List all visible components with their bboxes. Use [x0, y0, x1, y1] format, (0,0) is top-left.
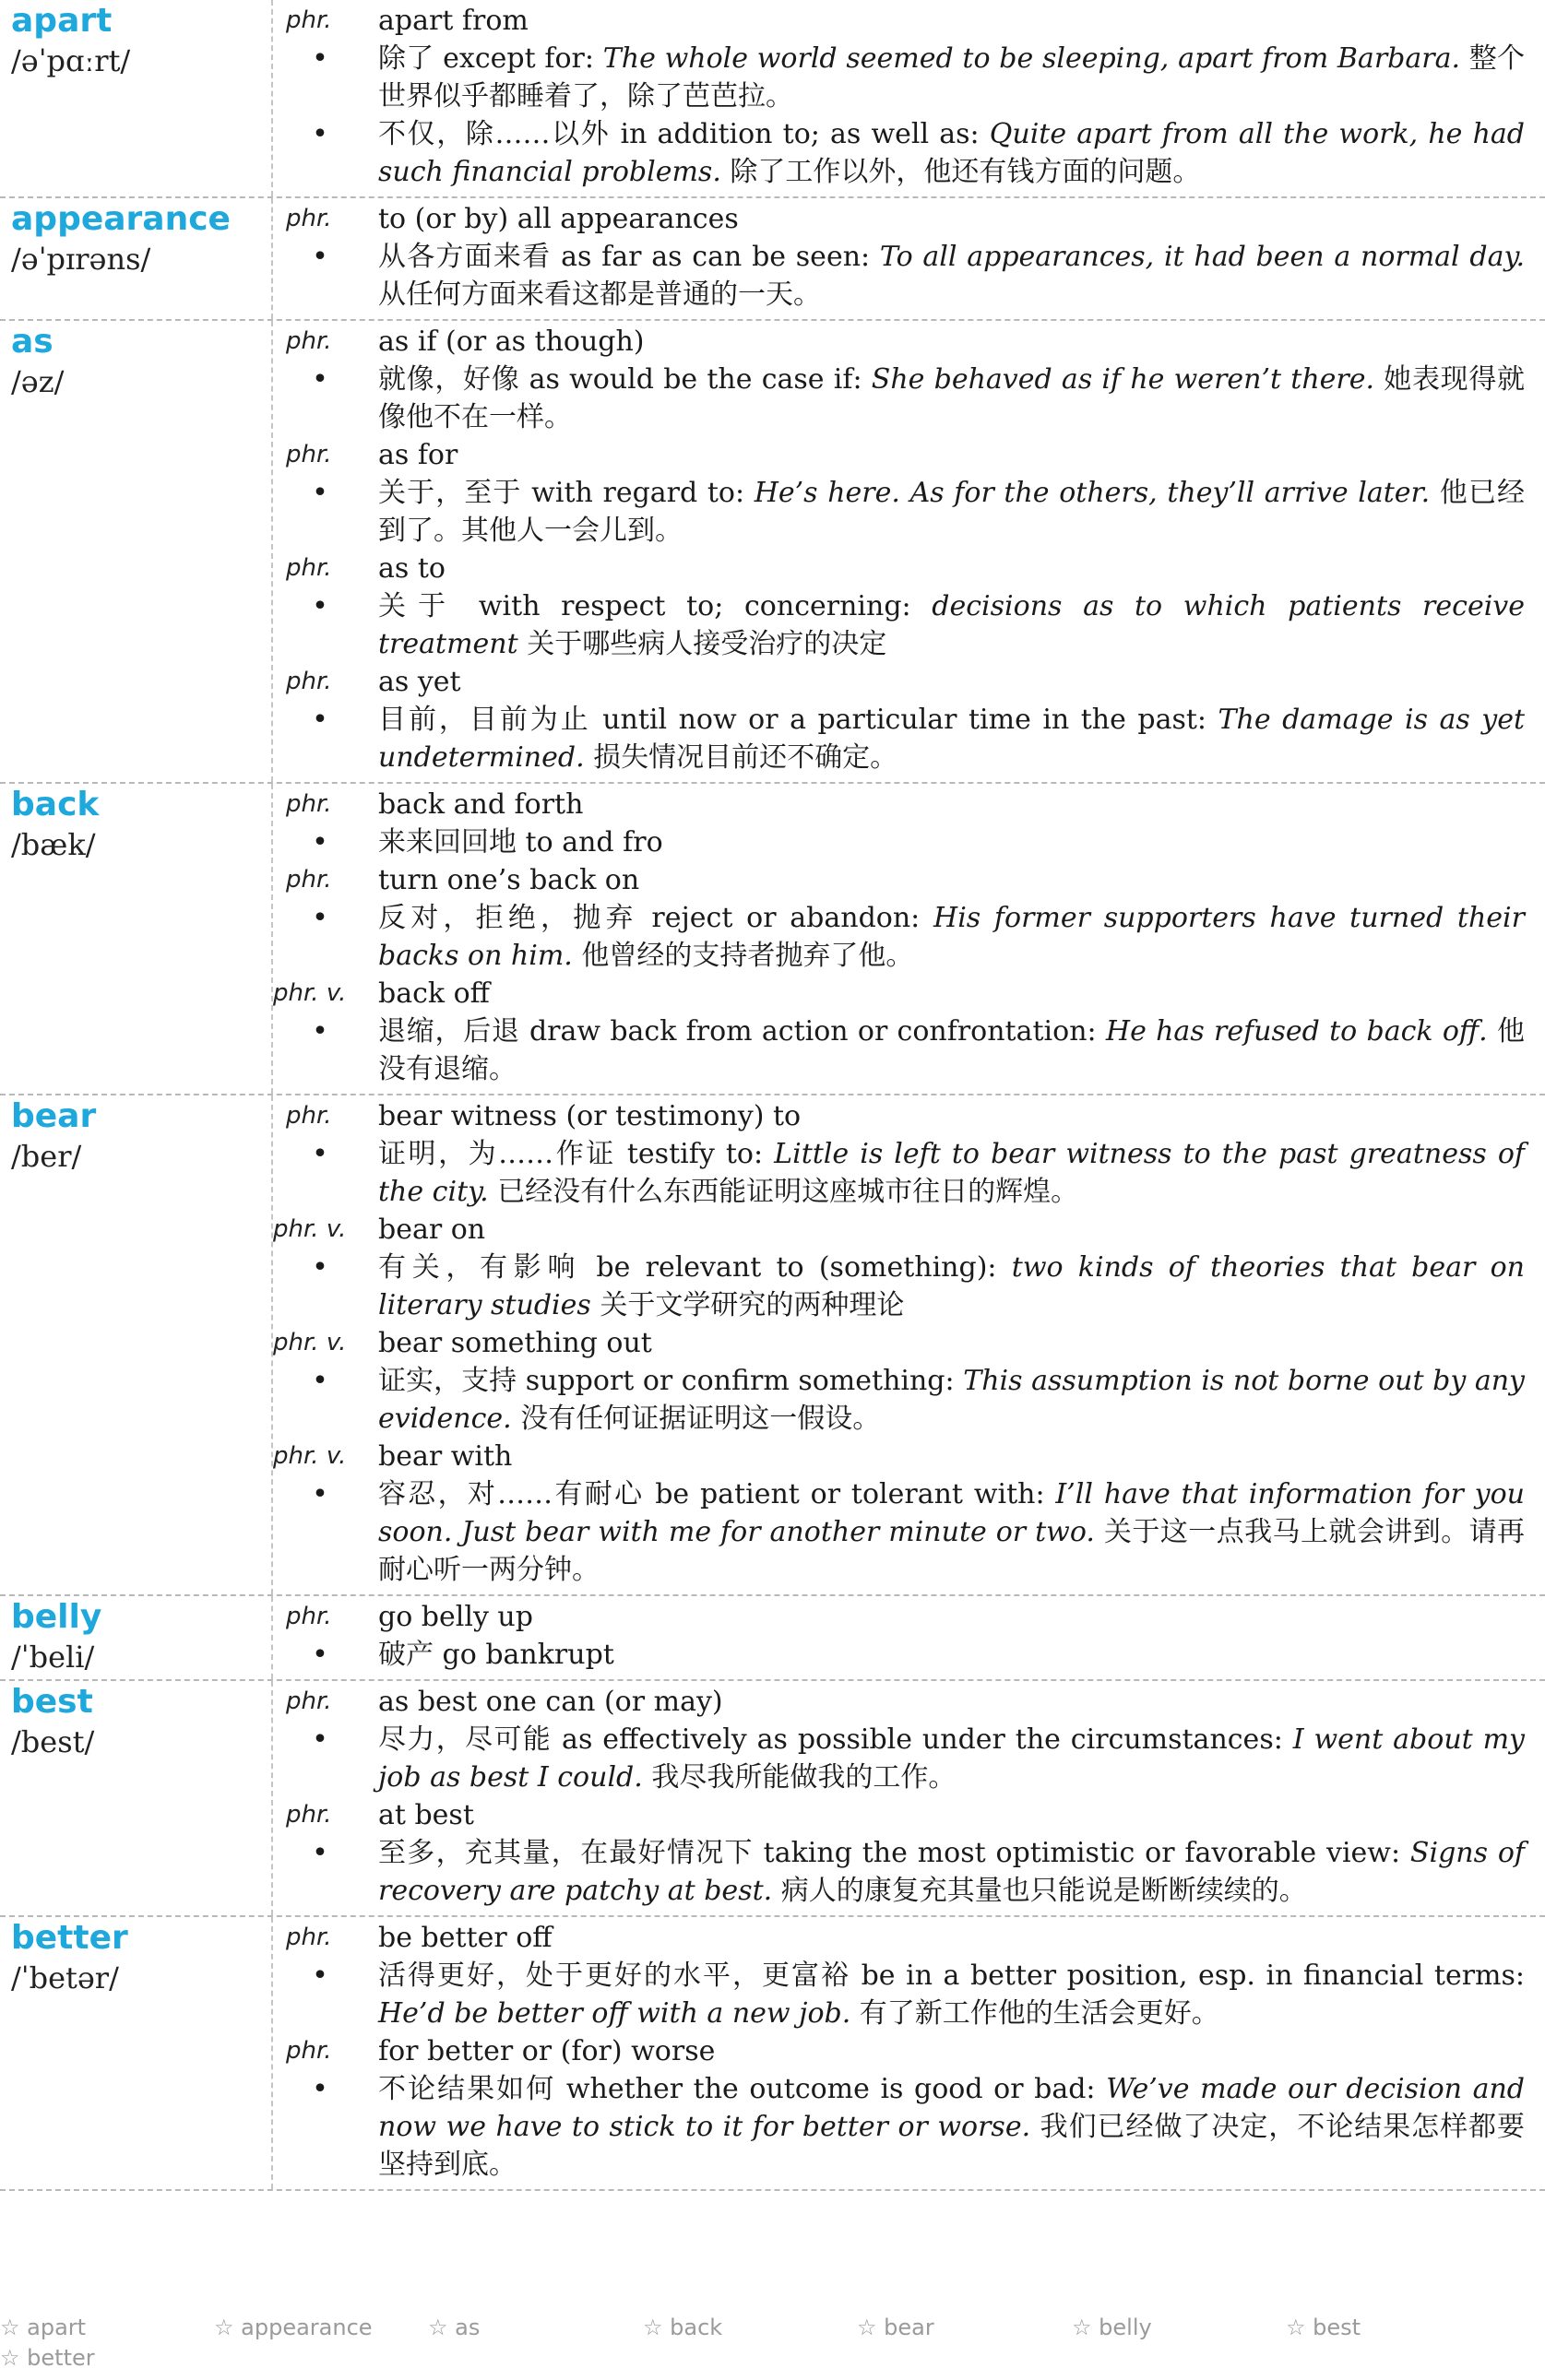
footer-link-label: belly: [1099, 2315, 1152, 2340]
part-of-speech-label: phr.: [286, 866, 332, 894]
sense-row: [273, 1135, 1525, 1211]
bullet: •: [312, 826, 328, 858]
entry-appearance: [0, 198, 1545, 321]
sense-row: [273, 1834, 1525, 1910]
example-translation: 他曾经的支持者抛弃了他。: [572, 940, 914, 972]
definition: 退缩，后退 draw back from action or confrontation:: [378, 1015, 1106, 1048]
entry-senses: [273, 1681, 1545, 1915]
phrase: bear with: [378, 1440, 513, 1473]
example-sentence: Quite apart from all the work, he had such financial problems.: [378, 118, 1526, 188]
definition: 尽力，尽可能 as effectively as possible under the circumstances:: [378, 1723, 1293, 1756]
phrase: bear something out: [378, 1327, 652, 1359]
phrase-row: [273, 1438, 1525, 1475]
example-translation: 他没有退缩。: [378, 1015, 1525, 1085]
example-translation: 我尽我所能做我的工作。: [642, 1761, 957, 1794]
entry-senses: [273, 1095, 1545, 1594]
definition: 除了 except for:: [378, 42, 603, 75]
definition: 关于 with respect to; concerning:: [378, 590, 933, 622]
sense-row: [273, 899, 1525, 975]
headword: appearance: [11, 200, 231, 238]
entry-better: [0, 1917, 1545, 2191]
example-sentence: decisions as to which patients receive treatment: [378, 590, 1525, 660]
sense-text: [378, 1834, 1525, 1910]
example-sentence: To all appearances, it had been a normal day.: [879, 241, 1525, 273]
example-sentence: two kinds of theories that bear on literary studies: [378, 1251, 1525, 1321]
phrase-row: [273, 323, 1525, 361]
entry-best: [0, 1681, 1545, 1917]
example-sentence: His former supporters have turned their backs on him.: [378, 902, 1525, 972]
entry-back: [0, 784, 1545, 1095]
phrase: back off: [378, 977, 490, 1010]
phrase-row: [273, 200, 1525, 238]
example-translation: 有了新工作他的生活会更好。: [850, 1997, 1219, 2030]
example-sentence: He’s here. As for the others, they’ll arrive later.: [754, 477, 1431, 509]
sense-row: [273, 2070, 1525, 2184]
phrase-row: [273, 1796, 1525, 1834]
bullet: •: [312, 42, 328, 75]
example-translation: 我们已经做了决定，不论结果怎样都要坚持到底。: [378, 2111, 1525, 2181]
footer-link-bear[interactable]: [857, 2315, 934, 2340]
footer-link-label: apart: [27, 2315, 87, 2340]
sense-text: [378, 899, 1525, 975]
example-sentence: The damage is as yet undetermined.: [378, 704, 1526, 774]
pronunciation: /əz/: [11, 364, 65, 399]
phrase-row: [273, 975, 1525, 1012]
bullet: •: [312, 2073, 328, 2105]
example-translation: 他已经到了。其他人一会儿到。: [378, 477, 1526, 547]
part-of-speech-label: phr. v.: [273, 1215, 347, 1243]
entry-senses: [273, 0, 1545, 196]
part-of-speech-label: phr.: [286, 1801, 332, 1829]
sense-text: [378, 1636, 1525, 1674]
phrase-row: [273, 1598, 1525, 1636]
sense-text: [378, 40, 1525, 115]
sense-row: [273, 115, 1525, 191]
sense-text: [378, 1249, 1525, 1324]
part-of-speech-label: phr.: [286, 554, 332, 582]
definition: 就像，好像 as would be the case if:: [378, 363, 872, 396]
example-translation: 她表现得就像他不在一样。: [378, 363, 1525, 433]
phrase: be better off: [378, 1922, 553, 1954]
sense-text: [378, 115, 1525, 191]
pronunciation: /bæk/: [11, 827, 96, 862]
sense-row: [273, 238, 1525, 314]
sense-text: [378, 1012, 1525, 1088]
phrase-row: [273, 861, 1525, 899]
definition: 有关，有影响 be relevant to (something):: [378, 1251, 1012, 1284]
definition: 来来回回地 to and fro: [378, 826, 663, 858]
part-of-speech-label: phr.: [286, 205, 332, 232]
part-of-speech-label: phr. v.: [273, 1329, 347, 1356]
phrase-row: [273, 1324, 1525, 1362]
entry-headword-column: [0, 0, 273, 196]
definition: 关于，至于 with regard to:: [378, 477, 755, 509]
definition: 破产 go bankrupt: [378, 1639, 614, 1671]
bullet: •: [312, 1837, 328, 1869]
phrase: as to: [378, 552, 446, 585]
definition: 活得更好，处于更好的水平，更富裕 be in a better position, esp. in financial terms:: [378, 1960, 1525, 1992]
bullet: •: [312, 118, 328, 150]
example-translation: 除了工作以外，他还有钱方面的问题。: [720, 156, 1201, 188]
footer-link-best[interactable]: [1286, 2315, 1361, 2340]
example-translation: 损失情况目前还不确定。: [584, 741, 898, 774]
example-sentence: I went about my job as best I could.: [378, 1723, 1525, 1794]
footer-link-label: appearance: [241, 2315, 373, 2340]
phrase: bear on: [378, 1214, 486, 1246]
sense-row: [273, 1362, 1525, 1438]
footer-link-label: as: [455, 2315, 481, 2340]
definition: 证实，支持 support or confirm something:: [378, 1365, 964, 1397]
phrase-row: [273, 1211, 1525, 1249]
example-translation: 关于文学研究的两种理论: [590, 1289, 905, 1321]
sense-text: [378, 2070, 1525, 2184]
example-sentence: I’ll have that information for you soon. Just bear with me for another minute or two.: [378, 1478, 1526, 1548]
sense-row: [273, 1475, 1525, 1589]
part-of-speech-label: phr.: [286, 1603, 332, 1630]
sense-text: [378, 1135, 1525, 1211]
part-of-speech-label: phr. v.: [273, 979, 347, 1007]
phrase: as for: [378, 439, 458, 471]
part-of-speech-label: phr.: [286, 1102, 332, 1130]
entry-apart: [0, 0, 1545, 198]
phrase-row: [273, 1097, 1525, 1135]
entry-headword-column: [0, 1681, 273, 1915]
sense-text: [378, 238, 1525, 314]
phrase: bear witness (or testimony) to: [378, 1100, 802, 1132]
pronunciation: /əˈpɑːrt/: [11, 43, 131, 78]
sense-text: [378, 1362, 1525, 1438]
entry-headword-column: [0, 1095, 273, 1594]
footer-link-label: back: [670, 2315, 723, 2340]
bullet: •: [312, 477, 328, 509]
footer-link-as[interactable]: [428, 2315, 480, 2340]
part-of-speech-label: phr.: [286, 790, 332, 818]
phrase: as yet: [378, 666, 461, 698]
sense-row: [273, 1957, 1525, 2032]
entry-headword-column: [0, 784, 273, 1094]
phrase-row: [273, 786, 1525, 823]
star-icon: ☆: [1286, 2315, 1306, 2340]
sense-row: [273, 1721, 1525, 1796]
sense-row: [273, 1012, 1525, 1088]
example-translation: 已经没有什么东西能证明这座城市往日的辉煌。: [488, 1176, 1079, 1208]
phrase: turn one’s back on: [378, 864, 640, 896]
entry-senses: [273, 1917, 1545, 2189]
footer-link-label: bear: [884, 2315, 934, 2340]
sense-row: [273, 587, 1525, 663]
sense-text: [378, 823, 1525, 861]
headword: apart: [11, 2, 113, 40]
footer-link-better[interactable]: [0, 2345, 95, 2371]
headword: bear: [11, 1097, 97, 1135]
definition: 不仅，除……以外 in addition to; as well as:: [378, 118, 990, 150]
pronunciation: /best/: [11, 1724, 95, 1759]
sense-row: [273, 701, 1525, 776]
pronunciation: /ˈbeli/: [11, 1640, 95, 1675]
example-sentence: We’ve made our decision and now we have to stick to it for better or worse.: [378, 2073, 1525, 2143]
entry-senses: [273, 321, 1545, 782]
definition: 目前，目前为止 until now or a particular time in the past:: [378, 704, 1218, 736]
phrase-row: [273, 550, 1525, 587]
part-of-speech-label: phr.: [286, 1924, 332, 1951]
sense-text: [378, 701, 1525, 776]
bullet: •: [312, 241, 328, 273]
example-translation: 病人的康复充其量也只能说是断断续续的。: [772, 1875, 1307, 1907]
entry-headword-column: [0, 1596, 273, 1679]
sense-row: [273, 361, 1525, 436]
star-icon: ☆: [0, 2315, 20, 2340]
entry-headword-column: [0, 198, 273, 319]
phrase: as if (or as though): [378, 326, 645, 358]
entry-senses: [273, 1596, 1545, 1679]
phrase: for better or (for) worse: [378, 2035, 716, 2067]
footer-link-back[interactable]: [643, 2315, 722, 2340]
sense-row: [273, 40, 1525, 115]
sense-text: [378, 361, 1525, 436]
phrase-row: [273, 1919, 1525, 1957]
star-icon: ☆: [0, 2345, 20, 2371]
definition: 从各方面来看 as far as can be seen:: [378, 241, 880, 273]
example-translation: 从任何方面来看这都是普通的一天。: [378, 278, 821, 311]
definition: 反对，拒绝，抛弃 reject or abandon:: [378, 902, 934, 934]
sense-row: [273, 1636, 1525, 1674]
phrase-row: [273, 2, 1525, 40]
sense-row: [273, 1249, 1525, 1324]
phrase: go belly up: [378, 1601, 533, 1633]
part-of-speech-label: phr.: [286, 6, 332, 34]
part-of-speech-label: phr.: [286, 668, 332, 695]
phrase-row: [273, 663, 1525, 701]
footer-link-apart[interactable]: [0, 2315, 86, 2340]
sense-text: [378, 1721, 1525, 1796]
footer-link-appearance[interactable]: [214, 2315, 373, 2340]
sense-text: [378, 1475, 1525, 1589]
entry-as: [0, 321, 1545, 784]
sense-text: [378, 587, 1525, 663]
sense-text: [378, 474, 1525, 550]
bullet: •: [312, 363, 328, 396]
example-sentence: The whole world seemed to be sleeping, apart from Barbara.: [602, 42, 1461, 75]
star-icon: ☆: [1072, 2315, 1092, 2340]
bullet: •: [312, 902, 328, 934]
headword: better: [11, 1919, 128, 1957]
definition: 至多，充其量，在最好情况下 taking the most optimistic or favorable view:: [378, 1837, 1410, 1869]
phrase-row: [273, 436, 1525, 474]
part-of-speech-label: phr.: [286, 2037, 332, 2065]
definition: 证明，为……作证 testify to:: [378, 1138, 775, 1170]
headword: belly: [11, 1598, 102, 1636]
pronunciation: /ˈbetər/: [11, 1960, 119, 1995]
part-of-speech-label: phr.: [286, 327, 332, 355]
phrase: to (or by) all appearances: [378, 203, 739, 235]
entry-senses: [273, 784, 1545, 1094]
phrase: at best: [378, 1799, 474, 1831]
sense-row: [273, 823, 1525, 861]
bullet: •: [312, 704, 328, 736]
entry-belly: [0, 1596, 1545, 1681]
bullet: •: [312, 1365, 328, 1397]
bullet: •: [312, 1478, 328, 1510]
footer-link-label: better: [27, 2345, 95, 2371]
sense-row: [273, 474, 1525, 550]
bullet: •: [312, 1723, 328, 1756]
bullet: •: [312, 1639, 328, 1671]
example-sentence: This assumption is not borne out by any evidence.: [378, 1365, 1525, 1435]
bullet: •: [312, 1960, 328, 1992]
star-icon: ☆: [643, 2315, 663, 2340]
star-icon: ☆: [857, 2315, 877, 2340]
phrase: back and forth: [378, 788, 584, 821]
bullet: •: [312, 1015, 328, 1048]
bullet: •: [312, 1138, 328, 1170]
example-translation: 没有任何证据证明这一假设。: [511, 1403, 881, 1435]
pronunciation: /ber/: [11, 1139, 82, 1174]
headword: back: [11, 786, 100, 823]
entry-headword-column: [0, 321, 273, 782]
pronunciation: /əˈpɪrəns/: [11, 242, 151, 277]
example-sentence: Little is left to bear witness to the past greatness of the city.: [378, 1138, 1525, 1208]
example-sentence: She behaved as if he weren’t there.: [871, 363, 1375, 396]
headword: best: [11, 1683, 93, 1721]
star-icon: ☆: [428, 2315, 448, 2340]
entry-headword-column: [0, 1917, 273, 2189]
example-sentence: He has refused to back off.: [1105, 1015, 1488, 1048]
part-of-speech-label: phr. v.: [273, 1442, 347, 1470]
footer-link-label: best: [1313, 2315, 1361, 2340]
example-sentence: Signs of recovery are patchy at best.: [378, 1837, 1525, 1907]
phrase: as best one can (or may): [378, 1686, 723, 1718]
example-translation: 关于这一点我马上就会讲到。请再耐心听一两分钟。: [378, 1516, 1526, 1586]
headword: as: [11, 323, 53, 361]
phrase-row: [273, 1683, 1525, 1721]
star-icon: ☆: [214, 2315, 234, 2340]
bullet: •: [312, 590, 328, 622]
part-of-speech-label: phr.: [286, 441, 332, 468]
footer-link-belly[interactable]: [1072, 2315, 1152, 2340]
entry-senses: [273, 198, 1545, 319]
bullet: •: [312, 1251, 328, 1284]
sense-text: [378, 1957, 1525, 2032]
example-sentence: He’d be better off with a new job.: [378, 1997, 851, 2030]
definition: 不论结果如何 whether the outcome is good or bad:: [378, 2073, 1107, 2105]
phrase-row: [273, 2032, 1525, 2070]
phrase: apart from: [378, 5, 529, 37]
definition: 容忍，对……有耐心 be patient or tolerant with:: [378, 1478, 1056, 1510]
example-translation: 关于哪些病人接受治疗的决定: [517, 628, 887, 660]
part-of-speech-label: phr.: [286, 1687, 332, 1715]
example-translation: 整个世界似乎都睡着了，除了芭芭拉。: [378, 42, 1525, 112]
entry-bear: [0, 1095, 1545, 1596]
